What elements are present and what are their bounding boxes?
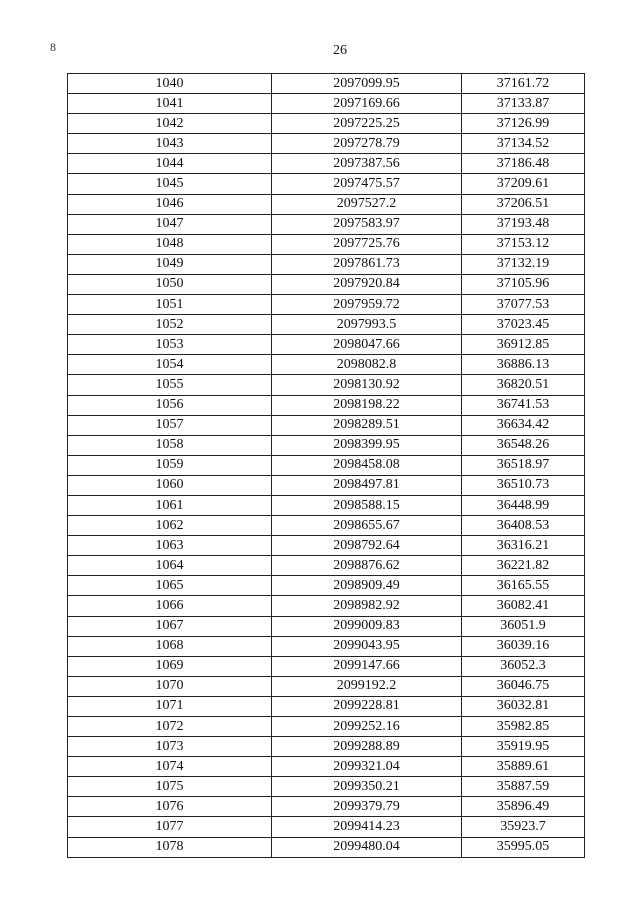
table-row (68, 837, 585, 857)
table-row (68, 335, 585, 355)
table-row (68, 737, 585, 757)
x-coordinate-cell: 2097387.56 (272, 154, 462, 174)
x-coordinate-cell: 2098588.15 (272, 495, 462, 515)
coordinate-table-body (68, 74, 585, 858)
table-row (68, 636, 585, 656)
x-coordinate-cell: 2098497.81 (272, 475, 462, 495)
y-coordinate-cell: 36082.41 (462, 596, 585, 616)
x-coordinate-cell: 2097583.97 (272, 214, 462, 234)
y-coordinate-cell: 35982.85 (462, 717, 585, 737)
x-coordinate-cell: 2097099.95 (272, 74, 462, 94)
x-coordinate-cell: 2098082.8 (272, 355, 462, 375)
point-number-cell: 1067 (68, 616, 272, 636)
y-coordinate-cell: 37105.96 (462, 274, 585, 294)
table-row (68, 395, 585, 415)
x-coordinate-cell: 2099379.79 (272, 797, 462, 817)
point-number-cell: 1052 (68, 315, 272, 335)
x-coordinate-cell: 2098792.64 (272, 536, 462, 556)
point-number-cell: 1064 (68, 556, 272, 576)
x-coordinate-cell: 2098198.22 (272, 395, 462, 415)
x-coordinate-cell: 2097725.76 (272, 234, 462, 254)
x-coordinate-cell: 2097993.5 (272, 315, 462, 335)
y-coordinate-cell: 37193.48 (462, 214, 585, 234)
point-number-cell: 1041 (68, 94, 272, 114)
point-number-cell: 1069 (68, 656, 272, 676)
x-coordinate-cell: 2098655.67 (272, 516, 462, 536)
point-number-cell: 1042 (68, 114, 272, 134)
y-coordinate-cell: 37077.53 (462, 295, 585, 315)
table-row (68, 194, 585, 214)
x-coordinate-cell: 2099228.81 (272, 696, 462, 716)
point-number-cell: 1047 (68, 214, 272, 234)
point-number-cell: 1060 (68, 475, 272, 495)
y-coordinate-cell: 36634.42 (462, 415, 585, 435)
point-number-cell: 1057 (68, 415, 272, 435)
y-coordinate-cell: 36051.9 (462, 616, 585, 636)
x-coordinate-cell: 2097959.72 (272, 295, 462, 315)
table-row (68, 174, 585, 194)
table-row (68, 134, 585, 154)
y-coordinate-cell: 35923.7 (462, 817, 585, 837)
y-coordinate-cell: 36052.3 (462, 656, 585, 676)
x-coordinate-cell: 2098876.62 (272, 556, 462, 576)
x-coordinate-cell: 2097225.25 (272, 114, 462, 134)
x-coordinate-cell: 2099321.04 (272, 757, 462, 777)
y-coordinate-cell: 36448.99 (462, 495, 585, 515)
y-coordinate-cell: 37126.99 (462, 114, 585, 134)
table-row (68, 817, 585, 837)
point-number-cell: 1049 (68, 254, 272, 274)
table-row (68, 556, 585, 576)
x-coordinate-cell: 2099192.2 (272, 676, 462, 696)
y-coordinate-cell: 37186.48 (462, 154, 585, 174)
point-number-cell: 1046 (68, 194, 272, 214)
point-number-cell: 1050 (68, 274, 272, 294)
x-coordinate-cell: 2097861.73 (272, 254, 462, 274)
table-row (68, 696, 585, 716)
y-coordinate-cell: 37023.45 (462, 315, 585, 335)
table-row (68, 415, 585, 435)
y-coordinate-cell: 36741.53 (462, 395, 585, 415)
table-row (68, 656, 585, 676)
coordinate-table (67, 73, 585, 858)
table-row (68, 495, 585, 515)
y-coordinate-cell: 36408.53 (462, 516, 585, 536)
table-row (68, 777, 585, 797)
y-coordinate-cell: 36510.73 (462, 475, 585, 495)
x-coordinate-cell: 2098289.51 (272, 415, 462, 435)
table-row (68, 435, 585, 455)
y-coordinate-cell: 36039.16 (462, 636, 585, 656)
y-coordinate-cell: 35889.61 (462, 757, 585, 777)
point-number-cell: 1061 (68, 495, 272, 515)
y-coordinate-cell: 36548.26 (462, 435, 585, 455)
point-number-cell: 1076 (68, 797, 272, 817)
point-number-cell: 1075 (68, 777, 272, 797)
table-row (68, 295, 585, 315)
table-row (68, 596, 585, 616)
y-coordinate-cell: 36518.97 (462, 455, 585, 475)
table-row (68, 375, 585, 395)
point-number-cell: 1045 (68, 174, 272, 194)
table-row (68, 797, 585, 817)
table-row (68, 114, 585, 134)
point-number-cell: 1059 (68, 455, 272, 475)
point-number-cell: 1066 (68, 596, 272, 616)
corner-mark: 8 (50, 40, 56, 54)
x-coordinate-cell: 2098399.95 (272, 435, 462, 455)
table-row (68, 576, 585, 596)
y-coordinate-cell: 36820.51 (462, 375, 585, 395)
point-number-cell: 1058 (68, 435, 272, 455)
table-row (68, 616, 585, 636)
point-number-cell: 1070 (68, 676, 272, 696)
table-row (68, 234, 585, 254)
point-number-cell: 1072 (68, 717, 272, 737)
x-coordinate-cell: 2098909.49 (272, 576, 462, 596)
x-coordinate-cell: 2097278.79 (272, 134, 462, 154)
x-coordinate-cell: 2099480.04 (272, 837, 462, 857)
y-coordinate-cell: 37133.87 (462, 94, 585, 114)
x-coordinate-cell: 2097920.84 (272, 274, 462, 294)
table-row (68, 214, 585, 234)
table-row (68, 74, 585, 94)
point-number-cell: 1062 (68, 516, 272, 536)
y-coordinate-cell: 36886.13 (462, 355, 585, 375)
y-coordinate-cell: 35919.95 (462, 737, 585, 757)
y-coordinate-cell: 37132.19 (462, 254, 585, 274)
y-coordinate-cell: 36165.55 (462, 576, 585, 596)
x-coordinate-cell: 2098130.92 (272, 375, 462, 395)
point-number-cell: 1073 (68, 737, 272, 757)
table-row (68, 94, 585, 114)
table-row (68, 154, 585, 174)
y-coordinate-cell: 36221.82 (462, 556, 585, 576)
point-number-cell: 1056 (68, 395, 272, 415)
point-number-cell: 1078 (68, 837, 272, 857)
point-number-cell: 1071 (68, 696, 272, 716)
x-coordinate-cell: 2099009.83 (272, 616, 462, 636)
point-number-cell: 1065 (68, 576, 272, 596)
x-coordinate-cell: 2099288.89 (272, 737, 462, 757)
point-number-cell: 1055 (68, 375, 272, 395)
x-coordinate-cell: 2099147.66 (272, 656, 462, 676)
y-coordinate-cell: 36046.75 (462, 676, 585, 696)
table-row (68, 254, 585, 274)
x-coordinate-cell: 2098458.08 (272, 455, 462, 475)
x-coordinate-cell: 2099414.23 (272, 817, 462, 837)
table-row (68, 516, 585, 536)
y-coordinate-cell: 35887.59 (462, 777, 585, 797)
point-number-cell: 1077 (68, 817, 272, 837)
x-coordinate-cell: 2099350.21 (272, 777, 462, 797)
point-number-cell: 1053 (68, 335, 272, 355)
point-number-cell: 1068 (68, 636, 272, 656)
table-row (68, 676, 585, 696)
point-number-cell: 1054 (68, 355, 272, 375)
point-number-cell: 1040 (68, 74, 272, 94)
table-row (68, 757, 585, 777)
table-row (68, 475, 585, 495)
point-number-cell: 1043 (68, 134, 272, 154)
x-coordinate-cell: 2098982.92 (272, 596, 462, 616)
point-number-cell: 1044 (68, 154, 272, 174)
y-coordinate-cell: 37206.51 (462, 194, 585, 214)
x-coordinate-cell: 2098047.66 (272, 335, 462, 355)
y-coordinate-cell: 36316.21 (462, 536, 585, 556)
y-coordinate-cell: 35896.49 (462, 797, 585, 817)
point-number-cell: 1051 (68, 295, 272, 315)
y-coordinate-cell: 37134.52 (462, 134, 585, 154)
x-coordinate-cell: 2097169.66 (272, 94, 462, 114)
y-coordinate-cell: 37153.12 (462, 234, 585, 254)
y-coordinate-cell: 36912.85 (462, 335, 585, 355)
x-coordinate-cell: 2099252.16 (272, 717, 462, 737)
page-number: 26 (333, 43, 347, 58)
table-row (68, 536, 585, 556)
point-number-cell: 1063 (68, 536, 272, 556)
y-coordinate-cell: 35995.05 (462, 837, 585, 857)
table-row (68, 717, 585, 737)
x-coordinate-cell: 2099043.95 (272, 636, 462, 656)
table-row (68, 355, 585, 375)
table-row (68, 274, 585, 294)
point-number-cell: 1074 (68, 757, 272, 777)
table-row (68, 315, 585, 335)
y-coordinate-cell: 37161.72 (462, 74, 585, 94)
y-coordinate-cell: 37209.61 (462, 174, 585, 194)
x-coordinate-cell: 2097475.57 (272, 174, 462, 194)
x-coordinate-cell: 2097527.2 (272, 194, 462, 214)
y-coordinate-cell: 36032.81 (462, 696, 585, 716)
table-row (68, 455, 585, 475)
point-number-cell: 1048 (68, 234, 272, 254)
